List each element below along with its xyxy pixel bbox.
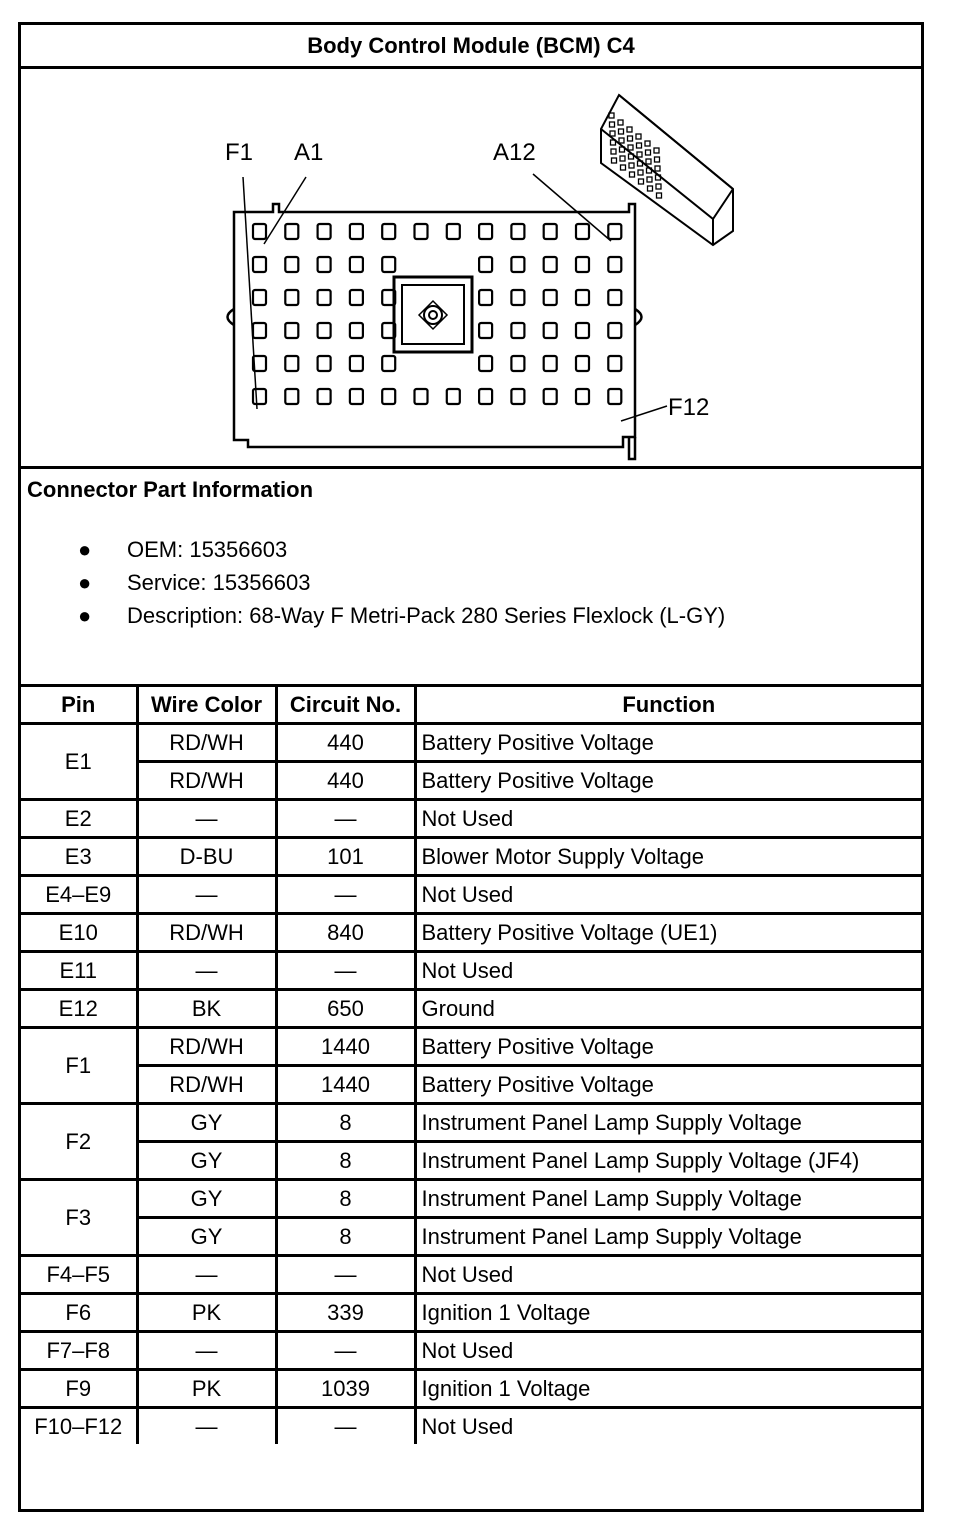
label-a12: A12	[493, 139, 536, 166]
connector-sheet	[18, 22, 924, 1512]
cell-circuit-no: 1440	[276, 1066, 415, 1104]
cell-circuit-no: 650	[276, 990, 415, 1028]
cell-wire-color: PK	[137, 1294, 276, 1332]
cell-circuit-no: 840	[276, 914, 415, 952]
thumbnail-cavity	[646, 150, 651, 155]
cell-wire-color: RD/WH	[137, 1028, 276, 1066]
cell-function: Not Used	[415, 1408, 921, 1445]
pin-cavity	[544, 389, 557, 404]
pin-cavity	[544, 356, 557, 371]
pin-cavity	[608, 290, 621, 305]
thumbnail-cavity	[639, 179, 644, 184]
thumbnail-cavity	[654, 148, 659, 153]
cell-pin: F3	[21, 1180, 137, 1256]
table-row	[21, 990, 921, 1028]
cell-function: Battery Positive Voltage	[415, 1028, 921, 1066]
cell-wire-color: PK	[137, 1370, 276, 1408]
label-a1: A1	[294, 139, 324, 166]
pin-cavity	[350, 257, 363, 272]
cell-pin: F1	[21, 1028, 137, 1104]
pin-cavity	[285, 356, 298, 371]
pin-cavity	[511, 290, 524, 305]
cell-function: Instrument Panel Lamp Supply Voltage	[415, 1104, 921, 1142]
pin-cavity	[608, 389, 621, 404]
info-item-oem	[21, 533, 725, 566]
info-item-description	[21, 599, 725, 632]
pin-cavity	[511, 356, 524, 371]
pin-cavity	[285, 257, 298, 272]
pin-cavity	[350, 356, 363, 371]
pin-cavity	[318, 389, 331, 404]
pin-cavity	[576, 389, 589, 404]
table-row	[21, 1066, 921, 1104]
table-row	[21, 800, 921, 838]
thumbnail-cavity	[655, 157, 660, 162]
pin-cavity	[382, 356, 395, 371]
info-item-text: Service: 15356603	[127, 570, 311, 595]
cell-function: Not Used	[415, 1256, 921, 1294]
cell-wire-color: RD/WH	[137, 724, 276, 762]
center-bolt	[424, 306, 442, 324]
thumbnail-cavity	[628, 136, 633, 141]
pin-cavity	[285, 224, 298, 239]
cell-wire-color: —	[137, 952, 276, 990]
page-title: Body Control Module (BCM) C4	[21, 25, 921, 69]
thumbnail-cavity	[629, 163, 634, 168]
cell-function: Not Used	[415, 876, 921, 914]
bullet-icon: ●	[78, 570, 92, 595]
connector-isometric-thumbnail	[601, 95, 733, 245]
cell-pin: E3	[21, 838, 137, 876]
pin-cavity	[479, 356, 492, 371]
cell-circuit-no: 8	[276, 1142, 415, 1180]
pin-cavity	[415, 389, 428, 404]
cell-function: Not Used	[415, 952, 921, 990]
cell-wire-color: —	[137, 1332, 276, 1370]
pin-cavity	[350, 290, 363, 305]
thumbnail-cavity	[636, 134, 641, 139]
pin-cavity	[544, 290, 557, 305]
pin-cavity	[318, 257, 331, 272]
pin-cavity	[253, 224, 266, 239]
pin-cavity	[479, 389, 492, 404]
header-wire-color: Wire Color	[137, 687, 276, 724]
thumbnail-cavity	[618, 120, 623, 125]
table-row	[21, 724, 921, 762]
table-row	[21, 1180, 921, 1218]
thumbnail-cavity	[657, 193, 662, 198]
cell-pin: F2	[21, 1104, 137, 1180]
thumbnail-cavity	[610, 122, 615, 127]
pin-cavity	[511, 257, 524, 272]
cell-circuit-no: 440	[276, 762, 415, 800]
thumbnail-cavity	[637, 152, 642, 157]
thumbnail-cavity	[646, 159, 651, 164]
thumbnail-cavity	[630, 172, 635, 177]
table-row	[21, 1408, 921, 1445]
pin-cavity	[479, 257, 492, 272]
cell-circuit-no: 101	[276, 838, 415, 876]
thumbnail-cavity	[611, 149, 616, 154]
cell-pin: E11	[21, 952, 137, 990]
cell-circuit-no: —	[276, 952, 415, 990]
table-row	[21, 1104, 921, 1142]
pin-cavity	[253, 257, 266, 272]
table-row	[21, 1028, 921, 1066]
pin-cavity	[511, 389, 524, 404]
cell-wire-color: GY	[137, 1104, 276, 1142]
cell-wire-color: GY	[137, 1142, 276, 1180]
pin-cavity	[253, 389, 266, 404]
pin-cavity	[544, 323, 557, 338]
cell-function: Ignition 1 Voltage	[415, 1370, 921, 1408]
pin-cavity	[576, 290, 589, 305]
cell-wire-color: —	[137, 1408, 276, 1445]
cell-function: Instrument Panel Lamp Supply Voltage	[415, 1180, 921, 1218]
info-item-service	[21, 566, 725, 599]
pin-cavity	[318, 356, 331, 371]
thumbnail-cavity	[655, 166, 660, 171]
cell-function: Ground	[415, 990, 921, 1028]
cell-pin: F6	[21, 1294, 137, 1332]
pin-cavity	[447, 389, 460, 404]
cell-wire-color: RD/WH	[137, 914, 276, 952]
table-row	[21, 1256, 921, 1294]
cell-function: Battery Positive Voltage	[415, 762, 921, 800]
cell-pin: E10	[21, 914, 137, 952]
pin-cavity	[318, 323, 331, 338]
leader-f12	[621, 406, 667, 421]
pin-cavity	[608, 224, 621, 239]
thumbnail-cavity	[647, 177, 652, 182]
table-row	[21, 1142, 921, 1180]
pin-cavity	[479, 290, 492, 305]
header-circuit-no: Circuit No.	[276, 687, 415, 724]
cell-wire-color: BK	[137, 990, 276, 1028]
table-row	[21, 952, 921, 990]
table-row	[21, 838, 921, 876]
cell-function: Battery Positive Voltage	[415, 724, 921, 762]
pin-cavity	[544, 224, 557, 239]
table-row	[21, 1370, 921, 1408]
cell-function: Battery Positive Voltage (UE1)	[415, 914, 921, 952]
pin-cavity	[253, 323, 266, 338]
bullet-icon: ●	[78, 603, 92, 628]
cell-circuit-no: 8	[276, 1218, 415, 1256]
connector-part-info	[21, 469, 921, 687]
pin-cavity	[447, 224, 460, 239]
pin-cavity	[350, 389, 363, 404]
connector-diagram	[21, 69, 921, 469]
table-row	[21, 1332, 921, 1370]
cell-circuit-no: 8	[276, 1104, 415, 1142]
pin-cavity	[608, 257, 621, 272]
cell-function: Not Used	[415, 1332, 921, 1370]
thumbnail-cavity	[648, 186, 653, 191]
cell-wire-color: —	[137, 800, 276, 838]
cell-wire-color: —	[137, 1256, 276, 1294]
cell-function: Ignition 1 Voltage	[415, 1294, 921, 1332]
thumbnail-cavity	[645, 141, 650, 146]
table-row	[21, 876, 921, 914]
cell-wire-color: GY	[137, 1218, 276, 1256]
center-post-inner	[402, 285, 464, 344]
table-row	[21, 914, 921, 952]
pin-cavity	[382, 257, 395, 272]
cell-circuit-no: 1039	[276, 1370, 415, 1408]
pin-cavity	[350, 323, 363, 338]
pin-cavity	[285, 290, 298, 305]
pin-cavity	[350, 224, 363, 239]
cell-function: Blower Motor Supply Voltage	[415, 838, 921, 876]
pin-cavity	[253, 290, 266, 305]
pin-cavity	[576, 356, 589, 371]
pin-cavity	[511, 323, 524, 338]
thumbnail-cavity	[612, 158, 617, 163]
thumbnail-cavity	[620, 156, 625, 161]
cell-pin: F7–F8	[21, 1332, 137, 1370]
cell-circuit-no: —	[276, 1408, 415, 1445]
cell-pin: E12	[21, 990, 137, 1028]
label-f12: F12	[668, 394, 710, 421]
pin-cavity	[479, 323, 492, 338]
cell-function: Not Used	[415, 800, 921, 838]
pin-cavity	[382, 224, 395, 239]
info-item-text: Description: 68-Way F Metri-Pack 280 Series Flexlock (L-GY)	[127, 603, 726, 628]
thumbnail-cavity	[619, 138, 624, 143]
cell-wire-color: RD/WH	[137, 762, 276, 800]
cell-wire-color: RD/WH	[137, 1066, 276, 1104]
cell-wire-color: —	[137, 876, 276, 914]
pin-cavity	[576, 224, 589, 239]
cell-circuit-no: 1440	[276, 1028, 415, 1066]
cell-wire-color: D-BU	[137, 838, 276, 876]
thumbnail-cavity	[628, 145, 633, 150]
cell-circuit-no: 440	[276, 724, 415, 762]
thumbnail-cavity	[627, 127, 632, 132]
cell-circuit-no: —	[276, 1332, 415, 1370]
table-row	[21, 1218, 921, 1256]
cell-circuit-no: 8	[276, 1180, 415, 1218]
pin-cavity	[318, 290, 331, 305]
cell-pin: F9	[21, 1370, 137, 1408]
bullet-icon: ●	[78, 537, 92, 562]
pin-cavity	[318, 224, 331, 239]
cell-pin: E4–E9	[21, 876, 137, 914]
thumbnail-cavity	[638, 170, 643, 175]
pin-cavity	[382, 389, 395, 404]
thumbnail-cavity	[619, 129, 624, 134]
center-post-outer	[394, 277, 472, 352]
table-header-row	[21, 687, 921, 724]
thumbnail-cavity	[656, 184, 661, 189]
cell-pin: F10–F12	[21, 1408, 137, 1445]
pin-cavity	[544, 257, 557, 272]
cell-circuit-no: 339	[276, 1294, 415, 1332]
pin-cavity	[285, 323, 298, 338]
thumbnail-cavity	[610, 131, 615, 136]
pinout-table	[21, 687, 921, 1444]
header-function: Function	[415, 687, 921, 724]
pin-cavity	[479, 224, 492, 239]
connector-info-list	[21, 533, 725, 632]
label-f1: F1	[225, 139, 254, 166]
cell-pin: F4–F5	[21, 1256, 137, 1294]
header-pin: Pin	[21, 687, 137, 724]
cell-function: Instrument Panel Lamp Supply Voltage	[415, 1218, 921, 1256]
pin-cavity	[608, 323, 621, 338]
pin-cavity	[415, 224, 428, 239]
cell-circuit-no: —	[276, 800, 415, 838]
connector-body-outline	[234, 204, 635, 447]
pin-cavity	[511, 224, 524, 239]
cell-circuit-no: —	[276, 876, 415, 914]
pin-cavity	[285, 389, 298, 404]
cell-function: Instrument Panel Lamp Supply Voltage (JF4)	[415, 1142, 921, 1180]
info-item-text: OEM: 15356603	[127, 537, 288, 562]
connector-face-drawing	[21, 69, 921, 469]
pin-cavity	[576, 323, 589, 338]
thumbnail-cavity	[637, 143, 642, 148]
cell-pin: E1	[21, 724, 137, 800]
pin-cavity	[576, 257, 589, 272]
cell-wire-color: GY	[137, 1180, 276, 1218]
cell-circuit-no: —	[276, 1256, 415, 1294]
pin-cavity	[608, 356, 621, 371]
table-row	[21, 1294, 921, 1332]
cell-function: Battery Positive Voltage	[415, 1066, 921, 1104]
thumbnail-cavity	[621, 165, 626, 170]
cell-pin: E2	[21, 800, 137, 838]
table-row	[21, 762, 921, 800]
connector-info-heading: Connector Part Information	[27, 477, 314, 502]
